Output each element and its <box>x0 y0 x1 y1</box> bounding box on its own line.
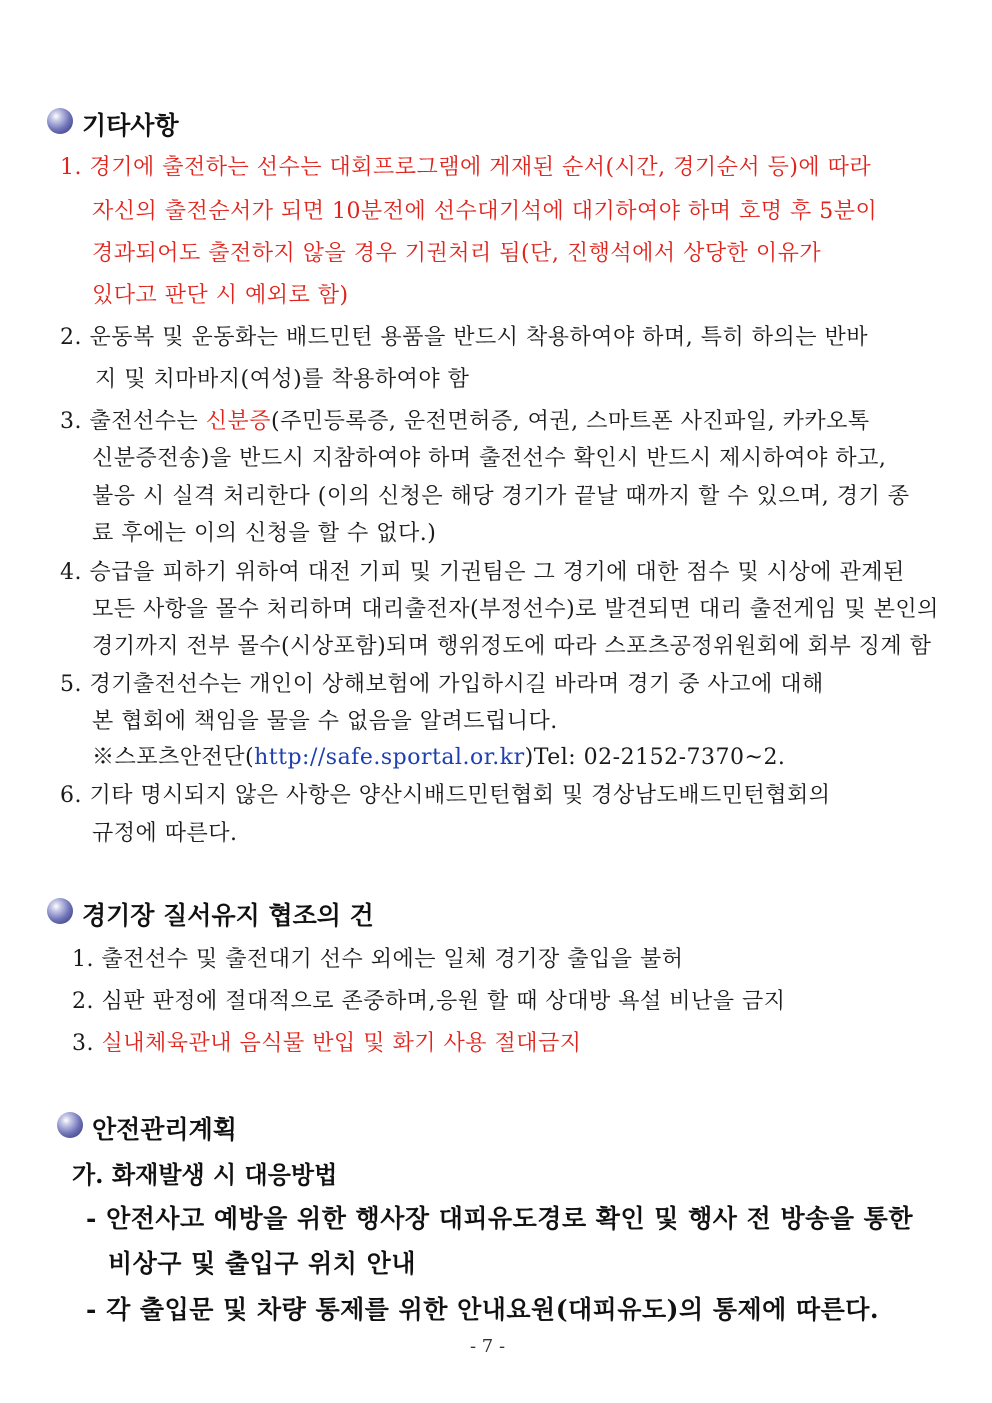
section-bullet-icon <box>57 1112 83 1138</box>
item-5-line-2: 본 협회에 책임을 물을 수 없음을 알려드립니다. <box>92 709 558 734</box>
item-3-prefix: 3. 출전선수는 <box>60 409 206 434</box>
item-1-line-1: 1. 경기에 출전하는 선수는 대회프로그램에 게재된 순서(시간, 경기순서 등)에 따라 <box>60 155 872 180</box>
safety-link[interactable]: http://safe.sportal.or.kr <box>254 745 525 770</box>
item-5-note-prefix: ※스포츠안전단( <box>92 745 255 770</box>
item-4-line-2: 모든 사항을 몰수 처리하며 대리출전자(부정선수)로 발견되면 대리 출전게임 및 본인의 <box>92 597 939 622</box>
page-number: - 7 - <box>470 1336 506 1357</box>
item-3-id-list: (주민등록증, 운전면허증, 여권, 스마트폰 사진파일, 카카오톡 <box>271 409 870 434</box>
item-5-note-phone: )Tel: 02-2152-7370~2. <box>524 745 786 770</box>
section-bullet-icon <box>47 108 73 134</box>
item-3-id-highlight: 신분증 <box>205 409 272 434</box>
safety-dash-item-2: - 각 출입문 및 차량 통제를 위한 안내요원(대피유도)의 통제에 따른다. <box>86 1295 880 1324</box>
item-1-line-2: 자신의 출전순서가 되면 10분전에 선수대기석에 대기하여야 하며 호명 후 5분이 <box>92 199 878 224</box>
section-title-safety: 안전관리계획 <box>92 1115 237 1144</box>
item-4-line-3: 경기까지 전부 몰수(시상포함)되며 행위정도에 따라 스포츠공정위원회에 회부 징계 함 <box>92 634 932 659</box>
item-3-line-1 <box>60 404 870 435</box>
fire-response-subheading: 가. 화재발생 시 대응방법 <box>72 1160 338 1189</box>
item-6-line-2: 규정에 따른다. <box>92 821 238 846</box>
safety-dash-item-1: - 안전사고 예방을 위한 행사장 대피유도경로 확인 및 행사 전 방송을 통한 <box>86 1204 913 1233</box>
item-1-line-4: 있다고 판단 시 예외로 함) <box>92 283 349 308</box>
section-title-order: 경기장 질서유지 협조의 건 <box>82 901 374 930</box>
item-3-line-4: 료 후에는 이의 신청을 할 수 없다.) <box>92 521 437 546</box>
item-6-line-1: 6. 기타 명시되지 않은 사항은 양산시배드민턴협회 및 경상남도배드민턴협회의 <box>60 783 831 808</box>
order-item-3-text: 실내체육관내 음식물 반입 및 화기 사용 절대금지 <box>101 1031 582 1056</box>
item-5-note <box>92 740 785 771</box>
item-3-line-2: 신분증전송)을 반드시 지참하여야 하며 출전선수 확인시 반드시 제시하여야 하고, <box>92 446 887 471</box>
item-3-line-3: 불응 시 실격 처리한다 (이의 신청은 해당 경기가 끝날 때까지 할 수 있으며, 경기 종 <box>92 484 910 509</box>
order-item-3 <box>72 1026 582 1057</box>
section-bullet-icon <box>47 898 73 924</box>
item-2-line-2: 지 및 치마바지(여성)를 착용하여야 함 <box>95 367 470 392</box>
order-item-3-number: 3. <box>72 1031 102 1056</box>
order-item-1: 1. 출전선수 및 출전대기 선수 외에는 일체 경기장 출입을 불허 <box>72 947 684 972</box>
item-4-line-1: 4. 승급을 피하기 위하여 대전 기피 및 기권팀은 그 경기에 대한 점수 및 시상에 관계된 <box>60 560 905 585</box>
safety-dash-item-1-cont: 비상구 및 출입구 위치 안내 <box>108 1249 416 1278</box>
item-2-line-1: 2. 운동복 및 운동화는 배드민턴 용품을 반드시 착용하여야 하며, 특히 하의는 반바 <box>60 325 868 350</box>
order-item-2: 2. 심판 판정에 절대적으로 존중하며,응원 할 때 상대방 욕설 비난을 금지 <box>72 989 786 1014</box>
item-1-line-3: 경과되어도 출전하지 않을 경우 기권처리 됨(단, 진행석에서 상당한 이유가 <box>92 241 822 266</box>
item-5-line-1: 5. 경기출전선수는 개인이 상해보험에 가입하시길 바라며 경기 중 사고에 대해 <box>60 672 824 697</box>
section-title-misc: 기타사항 <box>82 111 179 140</box>
